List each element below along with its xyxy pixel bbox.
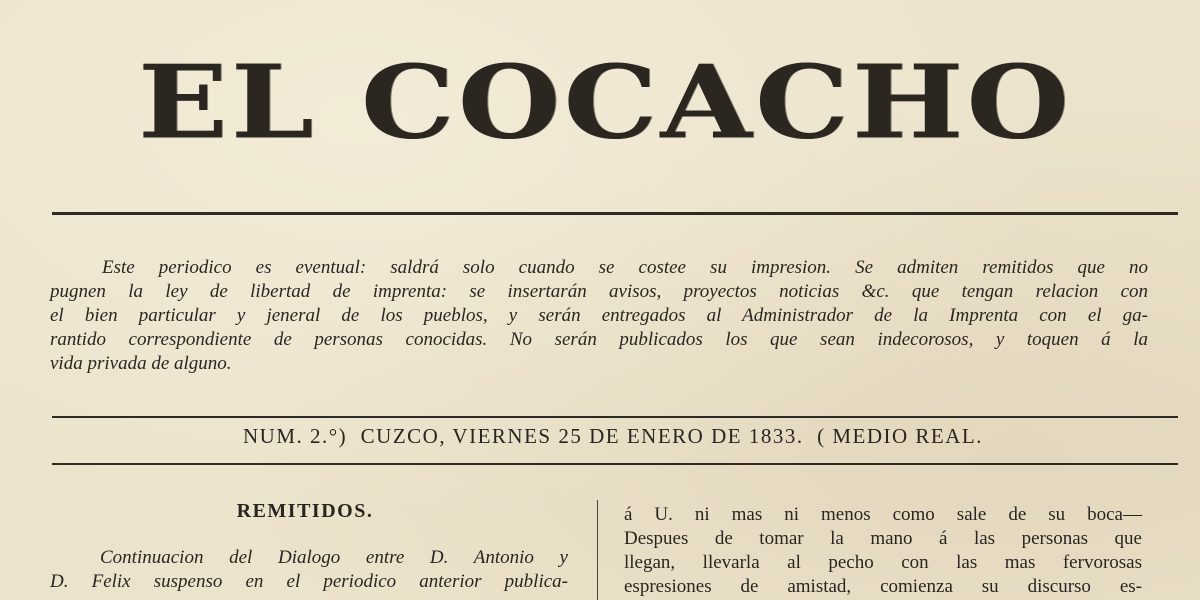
publication-notice <box>50 256 1148 376</box>
paper-show-through <box>640 236 645 257</box>
notice-line: vida privada de alguno. <box>50 353 232 374</box>
right-column-text <box>624 503 1142 599</box>
article-line: Continuacion del Dialogo entre D. Antonio y <box>100 547 568 568</box>
notice-line: el bien particular y jeneral de los pueblos, y serán entregados al Administrador de la Imprenta con el ga- <box>50 305 1148 326</box>
left-column-text <box>50 546 568 594</box>
issue-price: ( MEDIO REAL. <box>817 424 983 448</box>
article-line: D. Felix suspenso en el periodico anterior publica- <box>50 571 568 592</box>
issue-number: NUM. 2.°) <box>242 424 348 448</box>
section-heading: REMITIDOS. <box>236 500 374 522</box>
article-line: espresiones de amistad, comienza su discurso es- <box>624 576 1142 597</box>
notice-line: Este periodico es eventual: saldrá solo cuando se costee su impresion. Se admiten remitidos que no <box>102 257 1148 278</box>
article-line: llegan, llevarla al pecho con las mas fervorosas <box>624 552 1142 573</box>
dateline-top-rule <box>52 416 1178 418</box>
column-divider <box>597 500 598 600</box>
article-line: Despues de tomar la mano á las personas que <box>624 528 1142 549</box>
dateline-bottom-rule <box>52 463 1178 465</box>
notice-line: rantido correspondiente de personas conocidas. No serán publicados los que sean indecorosos, y toquen á la <box>50 329 1148 350</box>
notice-line: pugnen la ley de libertad de imprenta: se insertarán avisos, proyectos noticias &c. que tengan relacion con <box>50 281 1148 302</box>
masthead-title: EL COCACHO <box>137 42 1073 162</box>
place-and-date: CUZCO, VIERNES 25 DE ENERO DE 1833. <box>360 424 804 448</box>
masthead-rule <box>52 212 1178 215</box>
dateline <box>50 424 1176 449</box>
article-line: á U. ni mas ni menos como sale de su boca— <box>624 504 1142 525</box>
